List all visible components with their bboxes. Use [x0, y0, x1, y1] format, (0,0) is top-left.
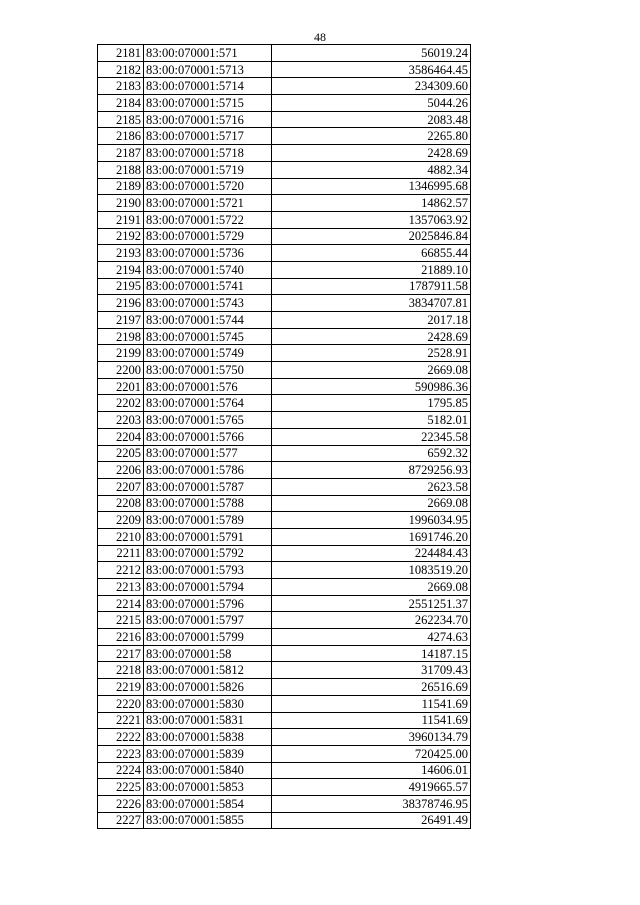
cadastral-number-cell: 83:00:070001:5718 [144, 145, 272, 162]
cadastral-number-cell: 83:00:070001:5765 [144, 412, 272, 429]
cadastral-number-cell: 83:00:070001:5719 [144, 161, 272, 178]
value-cell: 1787911.58 [272, 278, 471, 295]
cadastral-number-cell: 83:00:070001:5812 [144, 662, 272, 679]
value-cell: 14606.01 [272, 762, 471, 779]
table-row [98, 595, 471, 612]
value-cell: 262234.70 [272, 612, 471, 629]
row-number-cell: 2222 [98, 729, 144, 746]
table-row [98, 612, 471, 629]
cadastral-number-cell: 83:00:070001:5796 [144, 595, 272, 612]
value-cell: 1346995.68 [272, 178, 471, 195]
row-number-cell: 2203 [98, 412, 144, 429]
row-number-cell: 2206 [98, 462, 144, 479]
row-number-cell: 2213 [98, 579, 144, 596]
value-cell: 1996034.95 [272, 512, 471, 529]
page-number: 48 [314, 30, 326, 44]
value-cell: 2623.58 [272, 478, 471, 495]
cadastral-number-cell: 83:00:070001:5764 [144, 395, 272, 412]
value-cell: 6592.32 [272, 445, 471, 462]
cadastral-number-cell: 83:00:070001:5750 [144, 362, 272, 379]
cadastral-number-cell: 83:00:070001:5840 [144, 762, 272, 779]
row-number-cell: 2196 [98, 295, 144, 312]
cadastral-number-cell: 83:00:070001:5716 [144, 111, 272, 128]
table-row [98, 295, 471, 312]
value-cell: 224484.43 [272, 545, 471, 562]
row-number-cell: 2202 [98, 395, 144, 412]
value-cell: 22345.58 [272, 428, 471, 445]
value-cell: 720425.00 [272, 745, 471, 762]
row-number-cell: 2215 [98, 612, 144, 629]
cadastral-number-cell: 83:00:070001:5793 [144, 562, 272, 579]
cadastral-number-cell: 83:00:070001:5853 [144, 779, 272, 796]
table-row [98, 378, 471, 395]
value-cell: 2669.08 [272, 362, 471, 379]
table-row [98, 245, 471, 262]
table-row [98, 779, 471, 796]
row-number-cell: 2209 [98, 512, 144, 529]
table-row [98, 478, 471, 495]
cadastral-number-cell: 83:00:070001:5714 [144, 78, 272, 95]
table-row [98, 61, 471, 78]
table-row [98, 428, 471, 445]
value-cell: 234309.60 [272, 78, 471, 95]
cadastral-number-cell: 83:00:070001:576 [144, 378, 272, 395]
value-cell: 11541.69 [272, 712, 471, 729]
cadastral-number-cell: 83:00:070001:5713 [144, 61, 272, 78]
row-number-cell: 2184 [98, 95, 144, 112]
row-number-cell: 2187 [98, 145, 144, 162]
value-cell: 31709.43 [272, 662, 471, 679]
value-cell: 2669.08 [272, 495, 471, 512]
table-row [98, 195, 471, 212]
cadastral-number-cell: 83:00:070001:5831 [144, 712, 272, 729]
value-cell: 3960134.79 [272, 729, 471, 746]
value-cell: 56019.24 [272, 45, 471, 62]
table-row [98, 362, 471, 379]
cadastral-number-cell: 83:00:070001:5741 [144, 278, 272, 295]
cadastral-number-cell: 83:00:070001:5797 [144, 612, 272, 629]
value-cell: 14187.15 [272, 645, 471, 662]
row-number-cell: 2195 [98, 278, 144, 295]
table-row [98, 528, 471, 545]
table-row [98, 545, 471, 562]
table-row [98, 128, 471, 145]
row-number-cell: 2207 [98, 478, 144, 495]
cadastral-number-cell: 83:00:070001:5745 [144, 328, 272, 345]
cadastral-number-cell: 83:00:070001:5839 [144, 745, 272, 762]
table-row [98, 695, 471, 712]
cadastral-number-cell: 83:00:070001:5799 [144, 629, 272, 646]
table-row [98, 662, 471, 679]
value-cell: 21889.10 [272, 261, 471, 278]
table-row [98, 211, 471, 228]
table-row [98, 762, 471, 779]
row-number-cell: 2198 [98, 328, 144, 345]
cadastral-number-cell: 83:00:070001:58 [144, 645, 272, 662]
table-row [98, 795, 471, 812]
row-number-cell: 2191 [98, 211, 144, 228]
row-number-cell: 2186 [98, 128, 144, 145]
table-row [98, 745, 471, 762]
table-row [98, 512, 471, 529]
value-cell: 1083519.20 [272, 562, 471, 579]
table-row [98, 412, 471, 429]
row-number-cell: 2219 [98, 679, 144, 696]
table-row [98, 712, 471, 729]
table-row [98, 645, 471, 662]
cadastral-number-cell: 83:00:070001:571 [144, 45, 272, 62]
table-body [98, 45, 471, 829]
row-number-cell: 2190 [98, 195, 144, 212]
row-number-cell: 2221 [98, 712, 144, 729]
row-number-cell: 2224 [98, 762, 144, 779]
row-number-cell: 2185 [98, 111, 144, 128]
table-row [98, 395, 471, 412]
table-row [98, 95, 471, 112]
cadastral-number-cell: 83:00:070001:5744 [144, 312, 272, 329]
row-number-cell: 2226 [98, 795, 144, 812]
row-number-cell: 2211 [98, 545, 144, 562]
row-number-cell: 2188 [98, 161, 144, 178]
row-number-cell: 2200 [98, 362, 144, 379]
value-cell: 66855.44 [272, 245, 471, 262]
value-cell: 3834707.81 [272, 295, 471, 312]
cadastral-number-cell: 83:00:070001:5736 [144, 245, 272, 262]
table-row [98, 161, 471, 178]
table-row [98, 261, 471, 278]
value-cell: 2265.80 [272, 128, 471, 145]
table-row [98, 579, 471, 596]
cadastral-number-cell: 83:00:070001:5720 [144, 178, 272, 195]
table-row [98, 679, 471, 696]
value-cell: 2017.18 [272, 312, 471, 329]
row-number-cell: 2199 [98, 345, 144, 362]
table-row [98, 312, 471, 329]
row-number-cell: 2201 [98, 378, 144, 395]
row-number-cell: 2216 [98, 629, 144, 646]
cadastral-number-cell: 83:00:070001:5717 [144, 128, 272, 145]
cadastral-number-cell: 83:00:070001:577 [144, 445, 272, 462]
table-row [98, 495, 471, 512]
table-row [98, 111, 471, 128]
row-number-cell: 2182 [98, 61, 144, 78]
cadastral-number-cell: 83:00:070001:5855 [144, 812, 272, 829]
table-row [98, 729, 471, 746]
cadastral-number-cell: 83:00:070001:5729 [144, 228, 272, 245]
row-number-cell: 2214 [98, 595, 144, 612]
row-number-cell: 2208 [98, 495, 144, 512]
cadastral-number-cell: 83:00:070001:5830 [144, 695, 272, 712]
value-cell: 2025846.84 [272, 228, 471, 245]
cadastral-number-cell: 83:00:070001:5721 [144, 195, 272, 212]
row-number-cell: 2193 [98, 245, 144, 262]
table-row [98, 178, 471, 195]
row-number-cell: 2212 [98, 562, 144, 579]
table-row [98, 562, 471, 579]
value-cell: 1357063.92 [272, 211, 471, 228]
row-number-cell: 2181 [98, 45, 144, 62]
row-number-cell: 2204 [98, 428, 144, 445]
row-number-cell: 2189 [98, 178, 144, 195]
value-cell: 4274.63 [272, 629, 471, 646]
value-cell: 4919665.57 [272, 779, 471, 796]
table-row [98, 45, 471, 62]
row-number-cell: 2197 [98, 312, 144, 329]
row-number-cell: 2225 [98, 779, 144, 796]
row-number-cell: 2217 [98, 645, 144, 662]
value-cell: 26516.69 [272, 679, 471, 696]
value-cell: 4882.34 [272, 161, 471, 178]
table-row [98, 328, 471, 345]
row-number-cell: 2183 [98, 78, 144, 95]
value-cell: 2083.48 [272, 111, 471, 128]
cadastral-number-cell: 83:00:070001:5766 [144, 428, 272, 445]
row-number-cell: 2220 [98, 695, 144, 712]
table-row [98, 345, 471, 362]
row-number-cell: 2227 [98, 812, 144, 829]
value-cell: 8729256.93 [272, 462, 471, 479]
cadastral-number-cell: 83:00:070001:5749 [144, 345, 272, 362]
cadastral-number-cell: 83:00:070001:5740 [144, 261, 272, 278]
cadastral-number-cell: 83:00:070001:5838 [144, 729, 272, 746]
cadastral-number-cell: 83:00:070001:5786 [144, 462, 272, 479]
value-cell: 2528.91 [272, 345, 471, 362]
row-number-cell: 2218 [98, 662, 144, 679]
table-row [98, 445, 471, 462]
table-row [98, 629, 471, 646]
row-number-cell: 2194 [98, 261, 144, 278]
row-number-cell: 2192 [98, 228, 144, 245]
cadastral-value-table [97, 44, 471, 829]
cadastral-number-cell: 83:00:070001:5794 [144, 579, 272, 596]
cadastral-number-cell: 83:00:070001:5787 [144, 478, 272, 495]
value-cell: 2428.69 [272, 328, 471, 345]
table-row [98, 278, 471, 295]
cadastral-number-cell: 83:00:070001:5743 [144, 295, 272, 312]
table-row [98, 462, 471, 479]
cadastral-number-cell: 83:00:070001:5789 [144, 512, 272, 529]
table-row [98, 78, 471, 95]
value-cell: 26491.49 [272, 812, 471, 829]
value-cell: 11541.69 [272, 695, 471, 712]
cadastral-number-cell: 83:00:070001:5715 [144, 95, 272, 112]
value-cell: 2428.69 [272, 145, 471, 162]
value-cell: 38378746.95 [272, 795, 471, 812]
value-cell: 3586464.45 [272, 61, 471, 78]
table-row [98, 812, 471, 829]
row-number-cell: 2205 [98, 445, 144, 462]
cadastral-number-cell: 83:00:070001:5854 [144, 795, 272, 812]
cadastral-number-cell: 83:00:070001:5792 [144, 545, 272, 562]
value-cell: 14862.57 [272, 195, 471, 212]
cadastral-number-cell: 83:00:070001:5826 [144, 679, 272, 696]
table-row [98, 145, 471, 162]
table-row [98, 228, 471, 245]
value-cell: 1795.85 [272, 395, 471, 412]
value-cell: 5044.26 [272, 95, 471, 112]
row-number-cell: 2210 [98, 528, 144, 545]
cadastral-number-cell: 83:00:070001:5788 [144, 495, 272, 512]
row-number-cell: 2223 [98, 745, 144, 762]
value-cell: 2551251.37 [272, 595, 471, 612]
value-cell: 590986.36 [272, 378, 471, 395]
cadastral-number-cell: 83:00:070001:5722 [144, 211, 272, 228]
value-cell: 1691746.20 [272, 528, 471, 545]
value-cell: 5182.01 [272, 412, 471, 429]
value-cell: 2669.08 [272, 579, 471, 596]
cadastral-number-cell: 83:00:070001:5791 [144, 528, 272, 545]
